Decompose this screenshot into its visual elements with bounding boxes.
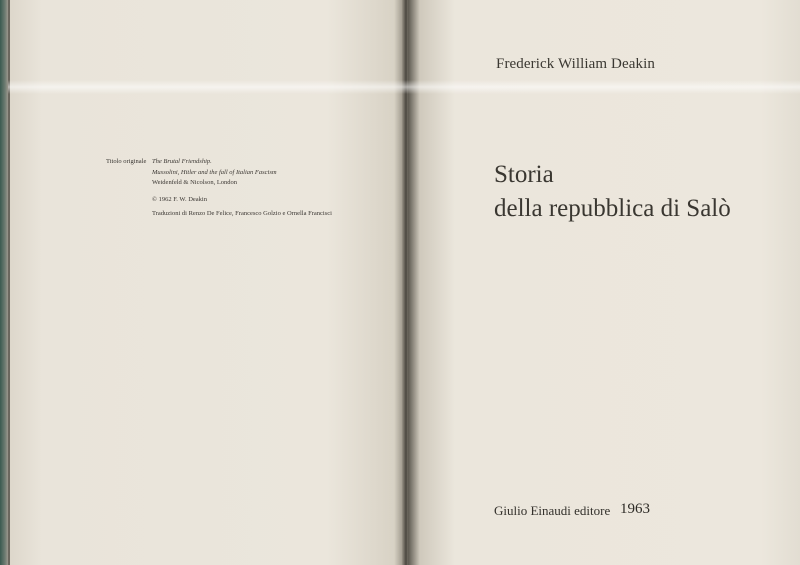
right-page: [408, 0, 800, 565]
original-title-label: Titolo originale: [106, 158, 147, 165]
translation-credit: Traduzioni di Renzo De Felice, Francesco Golzio e Ornella Francisci: [152, 210, 332, 217]
left-page: [8, 0, 406, 565]
book-title-line1: Storia: [494, 161, 554, 188]
cover-edge: [0, 0, 8, 565]
book-title: [494, 158, 731, 226]
publisher-name: Giulio Einaudi editore: [494, 503, 611, 518]
publication-year: 1963: [620, 501, 650, 517]
copyright-notice: © 1962 F. W. Deakin: [152, 195, 207, 203]
author-name: Frederick William Deakin: [496, 56, 655, 72]
original-title-line2: Mussolini, Hitler and the fall of Italian Fascism: [152, 168, 277, 176]
colophon: [106, 157, 366, 220]
original-publisher: Weidenfeld & Nicolson, London: [152, 179, 238, 186]
original-title-line1: The Brutal Friendship.: [152, 158, 212, 165]
book-title-line2: della repubblica di Salò: [494, 195, 731, 222]
